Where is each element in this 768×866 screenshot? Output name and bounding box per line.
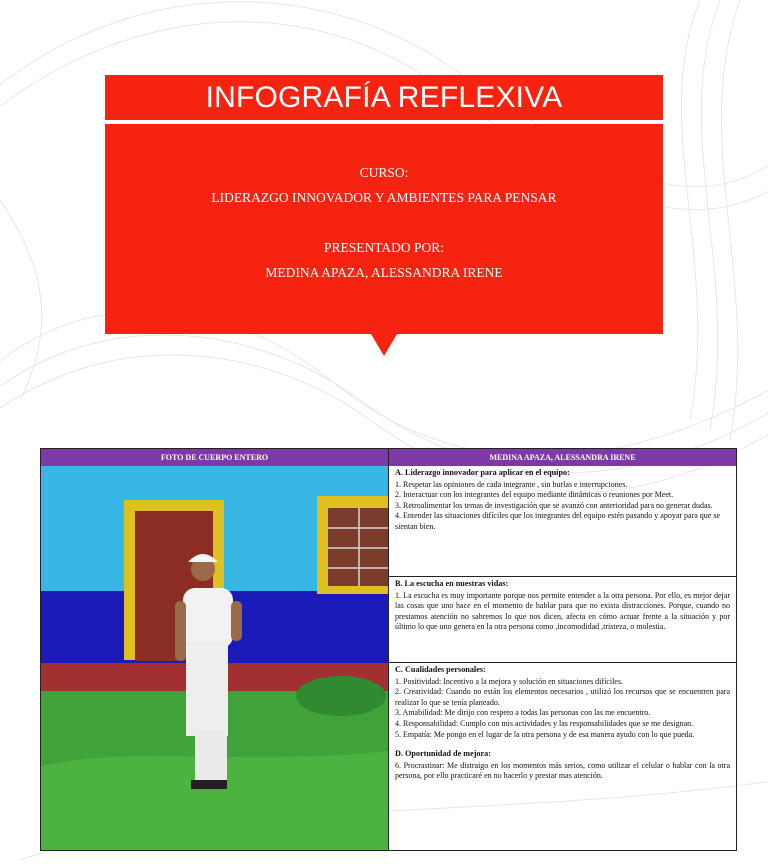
- list-item: 1. Positividad: Incentivo a la mejora y solución en situaciones difíciles.: [395, 676, 623, 686]
- list-item: 2. Interactuar con los integrantes del equipo mediante dinámicas o reuniones por Meet.: [395, 490, 674, 500]
- page-title: INFOGRAFÍA REFLEXIVA: [105, 75, 663, 120]
- list-item: 4. Responsabilidad: Cumplo con mis actividades y las responsabilidades que se me designan.: [395, 718, 694, 728]
- list-item: 6. Procrastinar: Me distraigo en los momentos más serios, como utilizar el celular o hablar con la otra persona, por ello practicaré en no hacerlo y prestar mas atención.: [395, 760, 730, 781]
- header-photo: FOTO DE CUERPO ENTERO: [41, 449, 389, 466]
- course-name: LIDERAZGO INNOVADOR Y AMBIENTES PARA PENSAR: [211, 190, 557, 205]
- section-title-improvement: D. Oportunidad de mejora:: [395, 749, 491, 759]
- list-item: 1. Respetar las opiniones de cada integrante , sin burlas e interrupciones.: [395, 479, 628, 489]
- list-item: 3. Amabilidad: Me dirijo con respeto a todas las personas con las me encuentro.: [395, 708, 651, 718]
- reflection-table: [40, 448, 737, 851]
- full-body-photo: [41, 466, 389, 850]
- header-name: MEDINA APAZA, ALESSANDRA IRENE: [389, 449, 736, 466]
- section-title: B. La escucha en nuestras vidas:: [395, 579, 509, 588]
- list-item: 1. La escucha es muy importante porque nos permite entender a la otra persona. Por ello, es mejor dejar las cosas que uno hace en el momento de hablar para que no exista distracciones. Porque, cuando no prestamos atención no sabremos lo que nos dicen, afecta en cómo actuar frente a la situación y por último lo que uno genera en la otra persona como ,incomodidad ,tristeza, o molestia.: [395, 590, 730, 632]
- list-item: 2. Creatividad: Cuando no están los elementos necesarios , utilizó los recursos que se encuentren para realizar lo que se tenía planeado.: [395, 687, 730, 707]
- list-item: 5. Empatía: Me pongo en el lugar de la otra persona y de esa manera ayudo con lo que pueda.: [395, 729, 695, 739]
- course-label: CURSO:: [359, 165, 409, 180]
- list-item: 3. Retroalimentar los temas de investigación que se avanzó con anterioridad para no generar dudas.: [395, 500, 713, 510]
- section-listening: [389, 576, 736, 662]
- section-title: C. Cualidades personales:: [395, 665, 486, 674]
- list-item: 4. Entender las situaciones difíciles que los integrantes del equipo estén pasando y apoyar para que se sientan bien.: [395, 511, 721, 531]
- course-info-box: [105, 124, 663, 334]
- presented-label: PRESENTADO POR:: [323, 240, 445, 255]
- section-title: A. Liderazgo innovador para aplicar en el equipo:: [395, 468, 570, 477]
- section-qualities: [389, 662, 736, 848]
- presenter-name: MEDINA APAZA, ALESSANDRA IRENE: [265, 265, 503, 280]
- callout-pointer: [371, 334, 397, 356]
- section-leadership: [389, 466, 736, 576]
